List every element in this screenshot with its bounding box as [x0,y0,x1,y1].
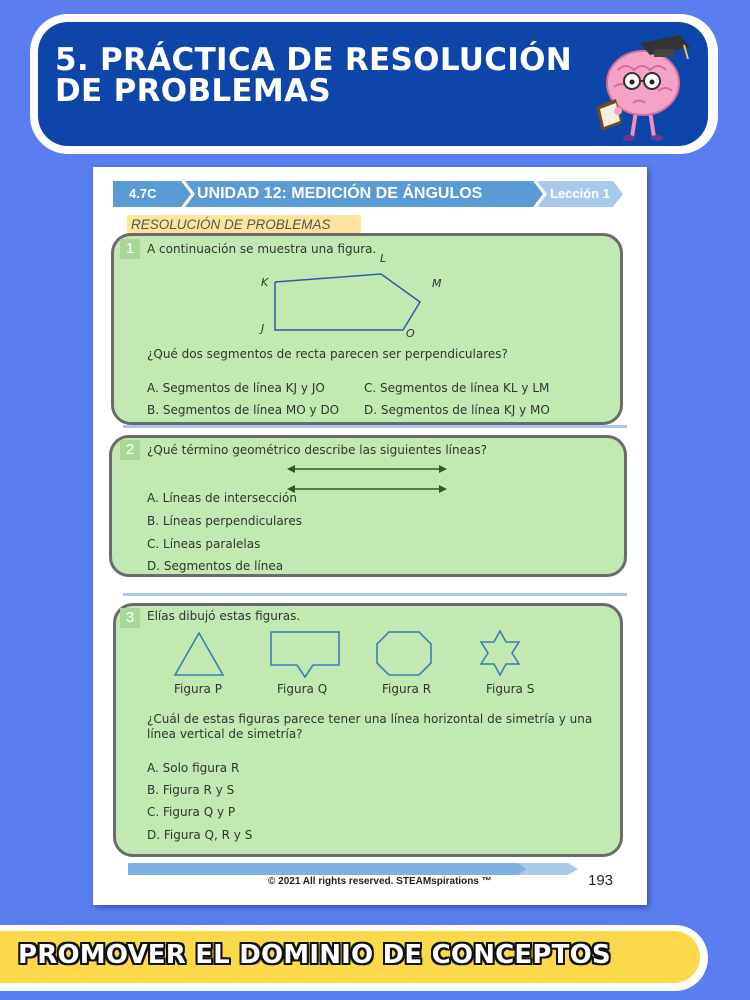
question-2-option-a[interactable]: A. Líneas de intersección [147,491,297,505]
footer-bar [128,863,578,875]
question-1-option-d[interactable]: D. Segmentos de línea KJ y MO [364,403,550,417]
banner-lesson: Lección 1 [550,186,610,201]
point-label-m: M [432,277,442,290]
figure-s-label: Figura S [486,682,535,696]
figure-q-label: Figura Q [277,682,328,696]
question-3-option-d[interactable]: D. Figura Q, R y S [147,828,253,842]
question-1-number: 1 [120,239,140,259]
figure-r-label: Figura R [382,682,432,696]
question-2-option-d[interactable]: D. Segmentos de línea [147,559,284,573]
separator-2 [123,593,627,596]
question-2-prompt: ¿Qué término geométrico describe las siguientes líneas? [147,443,487,457]
brain-mascot-icon [588,25,708,145]
bottom-banner-text: PROMOVER EL DOMINIO DE CONCEPTOS [18,940,611,970]
question-1-option-b[interactable]: B. Segmentos de línea MO y DO [147,403,340,417]
question-2-option-c[interactable]: C. Líneas paralelas [147,537,261,551]
question-2-option-b[interactable]: B. Líneas perpendiculares [147,514,302,528]
question-3-intro: Elías dibujó estas figuras. [147,609,301,623]
worksheet-page [93,167,647,905]
question-3-option-a[interactable]: A. Solo figura R [147,761,240,775]
question-3-prompt-line-2: línea vertical de simetría? [147,727,303,741]
question-2-number: 2 [120,440,140,460]
point-label-k: K [261,276,269,289]
figures-row [163,629,563,681]
point-label-o: O [406,327,415,340]
point-label-j: J [261,322,265,335]
question-1-option-c[interactable]: C. Segmentos de línea KL y LM [364,381,550,395]
pentagon-arrow-shape [271,632,339,677]
question-3-option-b[interactable]: B. Figura R y S [147,783,235,797]
question-3-prompt-line-1: ¿Cuál de estas figuras parece tener una línea horizontal de simetría y una [147,712,593,726]
parallel-lines-figure [287,463,447,495]
triangle-shape [175,633,223,675]
question-3-option-c[interactable]: C. Figura Q y P [147,805,236,819]
page-number: 193 [588,872,614,889]
page-title [55,42,595,109]
title-line-1: 5. PRÁCTICA DE RESOLUCIÓN [55,42,573,78]
title-line-2: DE PROBLEMAS [55,73,331,109]
separator-1 [123,425,627,428]
star-shape [481,631,519,675]
question-1-prompt: ¿Qué dos segmentos de recta parecen ser perpendiculares? [147,347,508,361]
question-1-option-a[interactable]: A. Segmentos de línea KJ y JO [147,381,325,395]
question-1-intro: A continuación se muestra una figura. [147,242,377,256]
point-label-l: L [380,252,387,265]
banner-unit: UNIDAD 12: MEDICIÓN DE ÁNGULOS [197,185,483,202]
banner-code: 4.7C [129,186,157,201]
section-title: RESOLUCIÓN DE PROBLEMAS [127,215,361,235]
figure-p-label: Figura P [174,682,222,696]
question-3-number: 3 [120,608,140,628]
octagon-shape [377,632,431,675]
copyright-footer: © 2021 All rights reserved. STEAMspirations ™ [268,876,492,887]
